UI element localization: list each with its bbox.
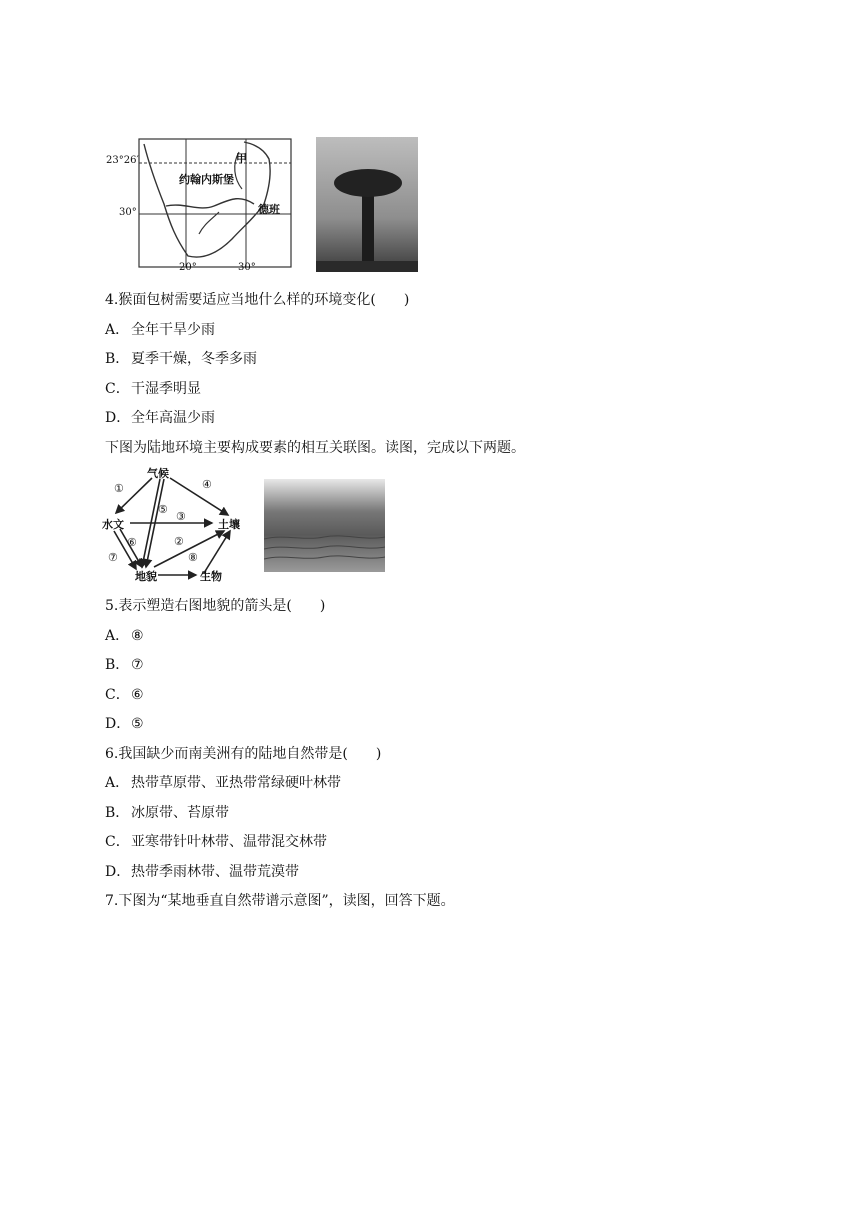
option-text: 夏季干燥，冬季多雨 — [131, 351, 257, 367]
option-letter: D． — [105, 864, 131, 880]
option-letter: A． — [105, 628, 130, 644]
arrow-label-4: ④ — [202, 478, 212, 491]
section-intro: 下图为陆地环境主要构成要素的相互关联图。读图，完成以下两题。 — [105, 440, 525, 456]
option-letter: C． — [105, 834, 130, 850]
option-text: 亚寒带针叶林带、温带混交林带 — [131, 834, 327, 850]
latitude-label-30: 30° — [119, 207, 137, 218]
option-letter: C． — [105, 687, 130, 703]
q6-option-c — [105, 833, 327, 851]
node-soil: 土壤 — [218, 518, 240, 531]
q6-option-b — [105, 804, 229, 822]
option-letter: A． — [105, 775, 130, 791]
q5-option-b — [105, 656, 144, 674]
land-environment-elements-diagram — [100, 463, 266, 585]
arrow-label-1: ① — [114, 482, 124, 495]
option-letter: B． — [105, 805, 130, 821]
arrow-label-2: ② — [174, 535, 184, 548]
option-text: ⑤ — [131, 716, 144, 732]
node-biology: 生物 — [200, 570, 222, 583]
city-label-johannesburg: 约翰内斯堡 — [179, 173, 234, 186]
q5-option-a — [105, 627, 144, 645]
desert-dunes-photo — [264, 479, 385, 572]
node-landform: 地貌 — [135, 570, 157, 583]
option-text: ⑥ — [131, 687, 144, 703]
question-5-stem: 5.表示塑造右图地貌的箭头是( ) — [105, 598, 326, 614]
place-label-jia: 甲 — [236, 152, 247, 165]
longitude-label-30: 30° — [238, 262, 256, 273]
node-climate: 气候 — [147, 467, 169, 480]
question-6-stem: 6.我国缺少而南美洲有的陆地自然带是( ) — [105, 746, 382, 762]
q6-option-d — [105, 863, 299, 881]
option-text: 全年高温少雨 — [131, 410, 215, 426]
option-letter: D． — [105, 410, 131, 426]
option-text: 干湿季明显 — [131, 381, 201, 397]
arrow-label-3: ③ — [176, 510, 186, 523]
longitude-label-20: 20° — [179, 262, 197, 273]
baobab-tree-photo — [316, 137, 418, 272]
arrow-label-8: ⑧ — [188, 551, 198, 564]
arrow-label-6: ⑥ — [127, 536, 137, 549]
city-label-durban: 德班 — [258, 203, 280, 216]
option-text: 热带季雨林带、温带荒漠带 — [131, 864, 299, 880]
option-letter: B． — [105, 351, 130, 367]
arrow-label-7: ⑦ — [108, 551, 118, 564]
option-letter: D． — [105, 716, 131, 732]
option-text: ⑦ — [131, 657, 144, 673]
q4-option-a — [105, 321, 215, 339]
option-letter: A． — [105, 322, 130, 338]
southern-africa-map — [104, 134, 296, 272]
option-letter: C． — [105, 381, 130, 397]
question-4-stem: 4.猴面包树需要适应当地什么样的环境变化( ) — [105, 292, 410, 308]
q6-option-a — [105, 774, 341, 792]
question-7-stem: 7.下图为“某地垂直自然带谱示意图”，读图，回答下题。 — [105, 893, 455, 909]
q4-option-b — [105, 350, 257, 368]
q4-option-d — [105, 409, 215, 427]
option-letter: B． — [105, 657, 130, 673]
option-text: 热带草原带、亚热带常绿硬叶林带 — [131, 775, 341, 791]
q4-option-c — [105, 380, 201, 398]
arrow-label-5: ⑤ — [158, 503, 168, 516]
option-text: ⑧ — [131, 628, 144, 644]
option-text: 冰原带、苔原带 — [131, 805, 229, 821]
option-text: 全年干旱少雨 — [131, 322, 215, 338]
latitude-label-tropic: 23°26′ — [106, 155, 139, 166]
q5-option-d — [105, 715, 144, 733]
q5-option-c — [105, 686, 144, 704]
node-hydrology: 水文 — [102, 518, 124, 531]
